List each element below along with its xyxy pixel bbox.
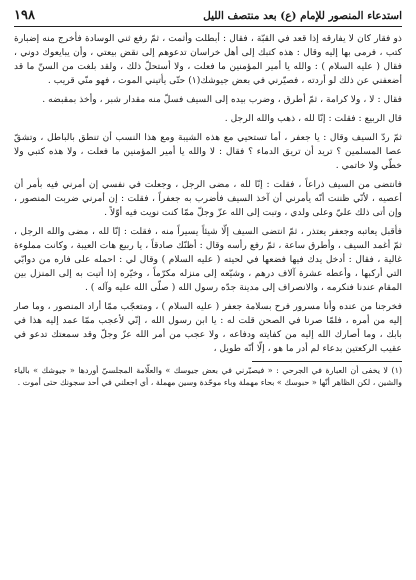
footnote: (١) لا يخفى أن العبارة في الجرحي : « فيصيّرني في بعض جيوسك » والعلّامة المجلسيّ أوردها « جيوشك » بالياء والشين ، لكن الظاهر أنّها « حبوسك » بحاء مهملة وباء موحّدة وسين مهملة ، أي اجعلني في أحد سجونك حتى أموت . [14,365,402,387]
main-text [14,32,402,356]
paragraph: فانتضى من السيف ذراعاً ، فقلت : إنّا لله ، مضى الرجل ، وجعلت في نفسي إن أمرني فيه بأمر أن أعصيه ، لأنّي ظننت أنّه يأمرني أن آخذ السيف فأضرب به جعفراً ، فقلت : إن أمرني ضربت المنصور ، وإن أتى ذلك عليّ وعلى ولدي ، وتبت إلى الله عزّ وجلّ ممّا كنت نويت فيه أوّلاً . [14,178,402,218]
paragraph: فأقبل يعاتبه وجعفر يعتذر ، ثمّ انتضى السيف إلّا شيئاً يسيراً منه ، فقلت : إنّا لله ، مضى والله الرجل ، ثمّ أغمد السيف ، وأطرق ساعة ، ثمّ رفع رأسه وقال : أظنّك صادقاً ، يا ربيع هات العيبة ، وكانت مملوءة غالية ، فقال : أدخل يدك فيها فضعها في لحيته ( عليه السلام ) وقال لي : احمله على فاره من دوابّي التي أركبها ، وأعطه عشرة آلاف درهم ، وشيّعه إلى منزله مكرّماً ، وخيّره إذا أتيت به إلى المنزل بين المقام عندنا فنكرمه ، والانصراف إلى مدينة جدّه رسول الله ( صلّى الله عليه وآله ) . [14,225,402,293]
page-number: ١٩٨ [14,8,35,23]
running-title: استدعاء المنصور للإمام (ع) بعد منتصف الليل [203,10,402,22]
paragraph: ذو فقار كان لا يفارقه إذا قعد في القبّة ، فقال : أبطلت وأثمت ، ثمّ رفع ثني الوسادة فأخرج منه إضبارة كتب ، فرمى بها إليه وقال : هذه كتبك إلى أهل خراسان تدعوهم إلى نقض بيعتي ، وأن يبايعوك دوني ، فقال ( عليه السلام ) : والله يا أمير المؤمنين ما فعلت ، ولا أستحلّ ذلك ، ولقد بلغت من السنّ ما قد أضعفني عن ذلك لو أردته ، فصيّرني في بعض جيوشك(١) حتّى يأتيني الموت ، فهو منّي قريب . [14,33,402,86]
paragraph: ثمّ ردّ السيف وقال : يا جعفر ، أما تستحيي مع هذه الشيبة ومع هذا النسب أن تنطق بالباطل ، وتشقّ عصا المسلمين ؟ تريد أن تريق الدماء ؟ فقال : لا والله يا أمير المؤمنين ما فعلت ، ولا هذه كتبي ولا خطّي ولا خاتمي . [14,131,402,171]
paragraph: قال الربيع : فقلت : إنّا لله ، ذهب والله الرجل . [224,112,402,124]
footnote-separator [252,361,402,362]
paragraph: فخرجنا من عنده وأنا مسرور فرح بسلامة جعفر ( عليه السلام ) ، ومتعجّب ممّا أراد المنصور ، وما صار إليه من أمره ، فلمّا صرنا في الصحن قلت له : يا ابن رسول الله ، إنّي لأعجب ممّا عمد إليه هذا في بابك ، وما أصارك الله إليه من كفايته ودفاعه ، ولا عجب من أمر الله عزّ وجلّ وقد سمعتك تدعو في عقيب الركعتين بدعاء لم أدر ما هو ، إلّا أنّه طويل ، [14,300,402,354]
running-header [14,8,402,27]
paragraph: فقال : لا ، ولا كرامة ، ثمّ أطرق ، وضرب بيده إلى السيف فسلّ منه مقدار شبر ، وأخذ بمقبضه . [42,93,402,105]
